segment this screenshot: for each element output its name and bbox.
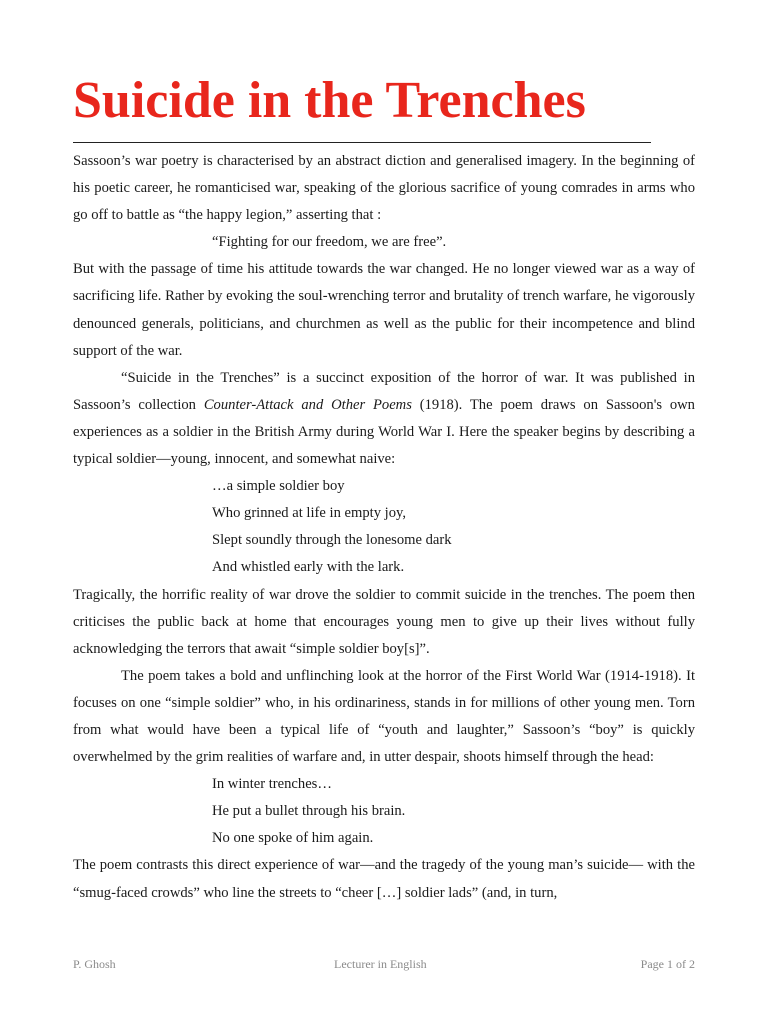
footer-role: Lecturer in English xyxy=(334,957,427,971)
collection-title: Counter-Attack and Other Poems xyxy=(203,396,412,413)
paragraph-horror: The poem takes a bold and unflinching look at the horror of the First World War (1914-1918). It focuses on one “simple soldier” who, in his ordinariness, stands in for millions of other young men. Torn from what would have been a typical life of “youth and laughter,” Sassoon’s “boy” is quickly overwhelmed by the grim realities of warfare and, in utter despair, shoots himself through the head: xyxy=(73,667,695,766)
document-body xyxy=(73,148,695,907)
title-underline xyxy=(73,142,651,143)
paragraph-publication-text-a: “Suicide in the Trenches” is a succinct exposition of the horror of war. It was published in Sassoon’s collection xyxy=(73,369,695,413)
poem-line: And whistled early with the lark. xyxy=(212,559,405,576)
paragraph-contrast: The poem contrasts this direct experience of war—and the tragedy of the young man’s suicide— with the “smug-faced crowds” who line the streets to “cheer […] soldier lads” (and, in turn, xyxy=(73,857,695,901)
document-title: Suicide in the Trenches xyxy=(73,72,586,129)
footer-author: P. Ghosh xyxy=(73,957,116,971)
poem-line: …a simple soldier boy xyxy=(212,478,345,495)
paragraph-tragedy: Tragically, the horrific reality of war drove the soldier to commit suicide in the trenches. The poem then criticises the public back at home that encourages young men to give up their lives without fully acknowledging the terrors that await “simple soldier boy[s]”. xyxy=(73,586,695,657)
quote-line: “Fighting for our freedom, we are free”. xyxy=(212,234,447,251)
paragraph-publication-text-b: (1918). The poem draws on Sassoon's own experiences as a soldier in the British Army during World War I. Here the speaker begins by describing a typical soldier—young, innocent, and somewhat naive: xyxy=(73,396,695,468)
footer-page-number: Page 1 of 2 xyxy=(640,957,695,971)
paragraph-intro: Sassoon’s war poetry is characterised by an abstract diction and generalised imagery. In the beginning of his poetic career, he romanticised war, speaking of the glorious sacrifice of young comrades in arms who go off to battle as “the happy legion,” asserting that : xyxy=(73,153,695,224)
poem-line: In winter trenches… xyxy=(212,776,332,793)
paragraph-attitude: But with the passage of time his attitude towards the war changed. He no longer viewed war as a way of sacrificing life. Rather by evoking the soul-wrenching terror and brutality of trench warfare, he vigorously denounced generals, politicians, and churchmen as well as the public for their incompetence and blind support of the war. xyxy=(73,261,695,359)
poem-line: No one spoke of him again. xyxy=(212,830,374,847)
paragraph-publication xyxy=(73,365,695,473)
poem-line: He put a bullet through his brain. xyxy=(212,803,406,820)
poem-line: Who grinned at life in empty joy, xyxy=(212,505,406,522)
poem-line: Slept soundly through the lonesome dark xyxy=(212,532,452,549)
